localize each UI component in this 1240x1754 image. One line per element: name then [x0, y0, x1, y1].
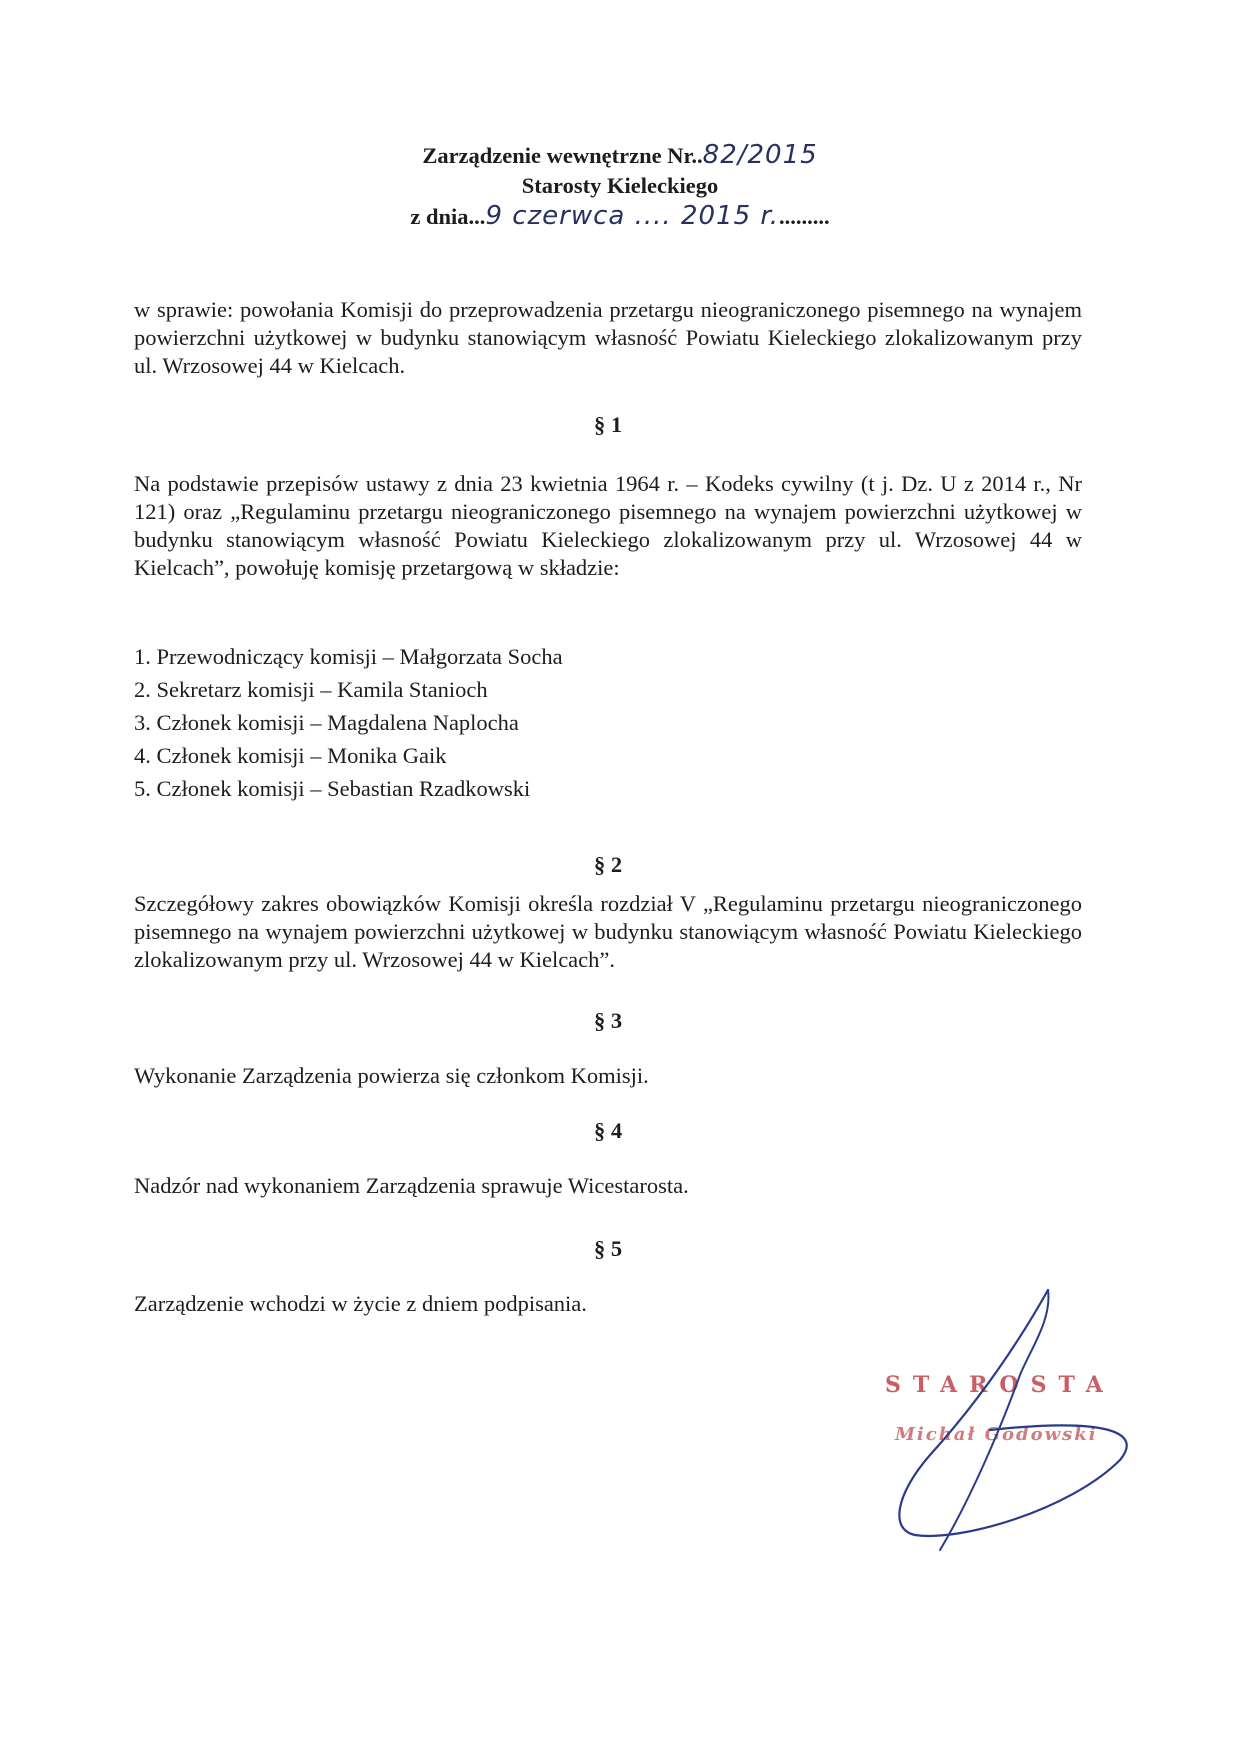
header-date-line: [300, 201, 940, 232]
section-4-text: Nadzór nad wykonaniem Zarządzenia sprawuje Wicestarosta.: [134, 1173, 689, 1198]
section-heading-4: § 4: [593, 1118, 623, 1143]
signature-icon: [870, 1280, 1150, 1570]
stamp-name: Michał Godowski: [895, 1424, 1098, 1445]
document-header: [300, 140, 940, 232]
list-item: 1. Przewodniczący komisji – Małgorzata Socha: [134, 644, 563, 669]
header-title-line: [300, 140, 940, 171]
list-item: 3. Członek komisji – Magdalena Naplocha: [134, 710, 519, 735]
subject-paragraph: w sprawie: powołania Komisji do przeprowadzenia przetargu nieograniczonego pisemnego na wynajem powierzchni użytkowej w budynku stanowiącym własność Powiatu Kieleckiego zlokalizowanym przy ul. Wrzosowej 44 w Kielcach.: [134, 297, 1082, 378]
section-heading-3: § 3: [593, 1008, 623, 1033]
header-date-suffix: .........: [778, 204, 830, 229]
list-item: 4. Członek komisji – Monika Gaik: [134, 743, 447, 768]
section-heading-2: § 2: [593, 852, 623, 877]
section-2-text: Szczegółowy zakres obowiązków Komisji określa rozdział V „Regulaminu przetargu nieograniczonego pisemnego na wynajem powierzchni użytkowej w budynku stanowiącym własność Powiatu Kieleckiego zlokalizowanym przy ul. Wrzosowej 44 w Kielcach”.: [134, 891, 1082, 972]
header-title-prefix: Zarządzenie wewnętrzne Nr..: [422, 143, 703, 168]
section-1-text: Na podstawie przepisów ustawy z dnia 23 kwietnia 1964 r. – Kodeks cywilny (t j. Dz. U z 2014 r., Nr 121) oraz „Regulaminu przetargu nieograniczonego pisemnego na wynajem powierzchni użytkowej w budynku stanowiącym własność Powiatu Kieleckiego zlokalizowanym przy ul. Wrzosowej 44 w Kielcach”, powołuję komisję przetargową w składzie:: [134, 471, 1082, 580]
section-5-text: Zarządzenie wchodzi w życie z dniem podpisania.: [134, 1291, 587, 1316]
header-date-prefix: z dnia...: [410, 204, 486, 229]
list-item: 2. Sekretarz komisji – Kamila Stanioch: [134, 677, 488, 702]
commission-members-list: [134, 640, 563, 805]
header-issuer: Starosty Kieleckiego: [521, 173, 719, 198]
handwritten-number: 82/2015: [702, 140, 818, 170]
handwritten-date: 9 czerwca .... 2015 r.: [485, 201, 779, 231]
section-heading-5: § 5: [593, 1236, 623, 1261]
section-3-text: Wykonanie Zarządzenia powierza się członkom Komisji.: [134, 1063, 649, 1088]
section-heading-1: § 1: [593, 412, 623, 437]
list-item: 5. Członek komisji – Sebastian Rzadkowski: [134, 776, 531, 801]
stamp-title: STAROSTA: [885, 1372, 1115, 1398]
